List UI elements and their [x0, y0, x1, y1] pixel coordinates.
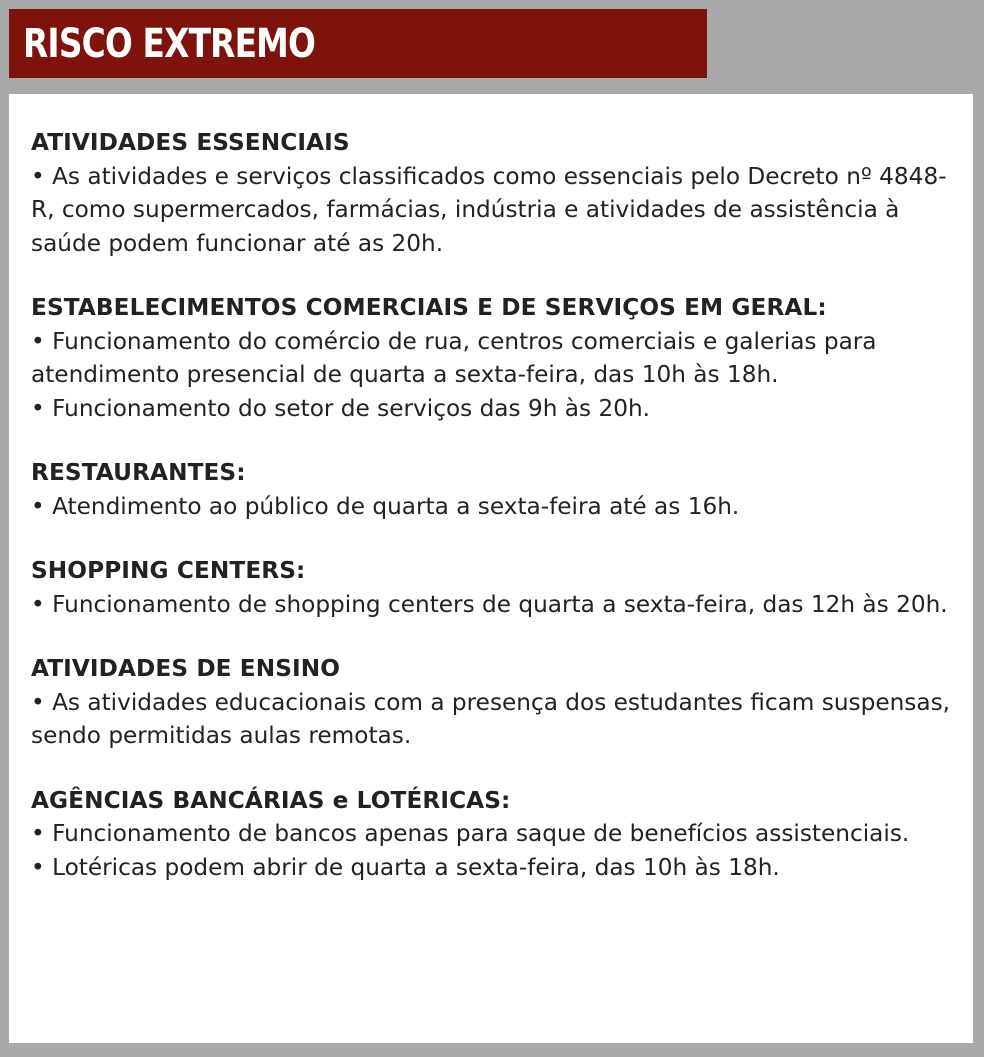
section-title: ESTABELECIMENTOS COMERCIAIS E DE SERVIÇOS EM GERAL: — [31, 294, 827, 321]
section-estabelecimentos-comerciais — [31, 291, 961, 425]
bullet-item: • Funcionamento de bancos apenas para saque de benefícios assistenciais. — [31, 820, 910, 847]
bullet-item: • Funcionamento do comércio de rua, centros comerciais e galerias para atendimento presencial de quarta a sexta-feira, das 10h às 18h. — [31, 327, 877, 388]
bullet-text: Funcionamento do comércio de rua, centros comerciais e galerias para atendimento presencial de quarta a sexta-feira, das 10h às 18h. — [31, 327, 877, 388]
section-restaurantes — [31, 456, 961, 523]
content-body — [31, 126, 961, 915]
bullet-item: • Atendimento ao público de quarta a sexta-feira até as 16h. — [31, 492, 740, 520]
section-title: SHOPPING CENTERS: — [31, 557, 306, 584]
section-agencias-bancarias-lotericas — [31, 784, 961, 885]
bullet-item: • Funcionamento de shopping centers de quarta a sexta-feira, das 12h às 20h. — [31, 590, 948, 618]
bullet-text: As atividades e serviços classificados como essenciais pelo Decreto nº 4848-R, como supermercados, farmácias, indústria e atividades de assistência à saúde podem funcionar até as 20h. — [31, 162, 947, 257]
header-banner — [9, 9, 707, 78]
bullet-text: Funcionamento de shopping centers de quarta a sexta-feira, das 12h às 20h. — [52, 590, 948, 618]
header-title: RISCO EXTREMO — [23, 21, 316, 67]
bullet-item: • Lotéricas podem abrir de quarta a sexta-feira, das 10h às 18h. — [31, 853, 780, 881]
bullet-text: Lotéricas podem abrir de quarta a sexta-feira, das 10h às 18h. — [52, 853, 780, 881]
bullet-item: • As atividades educacionais com a presença dos estudantes ficam suspensas, sendo permitidas aulas remotas. — [31, 688, 951, 749]
section-title: AGÊNCIAS BANCÁRIAS e LOTÉRICAS: — [31, 786, 511, 814]
bullet-text: Funcionamento do setor de serviços das 9h às 20h. — [52, 394, 651, 422]
section-title: ATIVIDADES ESSENCIAIS — [31, 129, 350, 156]
bullet-item: • As atividades e serviços classificados como essenciais pelo Decreto nº 4848-R, como supermercados, farmácias, indústria e atividades de assistência à saúde podem funcionar até as 20h. — [31, 162, 947, 257]
section-title: RESTAURANTES: — [31, 459, 246, 486]
bullet-text: Atendimento ao público de quarta a sexta-feira até as 16h. — [52, 492, 740, 520]
bullet-text: Funcionamento de bancos apenas para saque de benefícios assistenciais. — [52, 820, 910, 847]
section-title: ATIVIDADES DE ENSINO — [31, 655, 341, 682]
bullet-text: As atividades educacionais com a presença dos estudantes ficam suspensas, sendo permitidas aulas remotas. — [31, 688, 951, 749]
section-shopping-centers — [31, 554, 961, 621]
section-atividades-de-ensino — [31, 652, 961, 753]
section-atividades-essenciais — [31, 126, 961, 260]
content-panel — [9, 94, 973, 1043]
bullet-item: • Funcionamento do setor de serviços das 9h às 20h. — [31, 394, 651, 422]
